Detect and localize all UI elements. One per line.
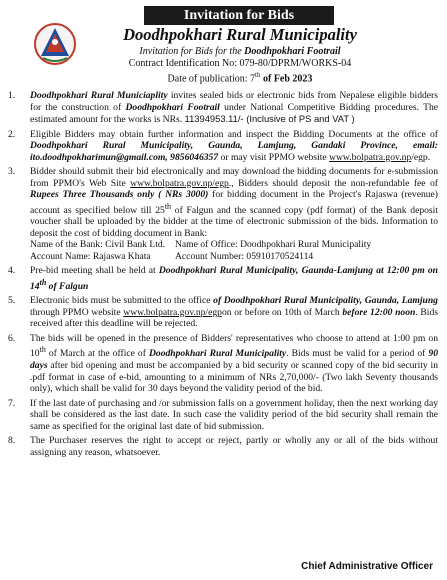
item-text bbox=[30, 166, 438, 262]
municipality-emblem-icon bbox=[33, 22, 77, 66]
text-run: 11394953.11/- (Inclusive of PS and VAT ) bbox=[184, 113, 355, 124]
text-run: 90 days bbox=[30, 348, 438, 372]
item-text bbox=[30, 265, 438, 292]
text-run: /egp. bbox=[411, 151, 431, 163]
text-run: of Doodhpokhari Rural Municipality, Gaunda, Lamjung bbox=[213, 295, 438, 307]
item-text bbox=[30, 333, 438, 395]
item-number: 6. bbox=[8, 332, 16, 344]
text-run: Doodhpokhari Rural Municipality, Gaunda-Lamjung at 12:00 pm on 14 bbox=[30, 265, 438, 292]
item-number: 3. bbox=[8, 166, 16, 177]
text-run: th bbox=[39, 277, 47, 287]
text-run: th bbox=[39, 345, 46, 355]
item-text: The Purchaser reserves the right to accept or reject, partly or wholly any or all of the bids without assigning any reason, whatsoever. bbox=[30, 435, 438, 458]
account-name: Account Name: Rajaswa Khata bbox=[30, 250, 151, 262]
text-run: . Bids received after this deadline will be rejected. bbox=[30, 306, 438, 330]
text-run: ., Bidders should deposit the non-refundable fee of bbox=[228, 177, 438, 189]
item-text bbox=[30, 129, 438, 164]
website-link[interactable]: www.bolpatra.gov.np/egp bbox=[130, 177, 229, 189]
office-name: Name of Office: Doodhpokhari Rural Municipality bbox=[175, 239, 372, 251]
item-number: 8. bbox=[8, 435, 16, 447]
text-run: after bid opening and must be accompanied by a bid security or scanned copy of the bid security in .pdf format in case of e-bid, amounting to a minimum of NRs 2,70,000/- (Two lakh Seventy thousands only), which shall be valid for 30 days beyond the validity period of the bid. bbox=[30, 360, 438, 395]
text-run: of Falgun bbox=[46, 280, 89, 292]
organization-name: Doodhpokhari Rural Municipality bbox=[123, 25, 357, 44]
text-run: Doodhpokhari Rural Municipality, Gaunda, Lamjung, Gandaki Province, email: ito.doodhpokharimun@gmail.com, 9856046357 bbox=[30, 140, 438, 163]
bank-info-row bbox=[30, 251, 438, 263]
item-number: 4. bbox=[8, 265, 16, 277]
signature-title: Chief Administrative Officer bbox=[301, 561, 433, 572]
item-number: 7. bbox=[8, 397, 16, 409]
item-number: 5. bbox=[8, 295, 16, 307]
text-run: under National Competitive Bidding procedures. The estimated amount for the works is NRs. bbox=[30, 101, 439, 125]
list-item bbox=[8, 398, 438, 433]
pub-date-suffix: th bbox=[255, 71, 261, 79]
item-number: 2. bbox=[8, 128, 16, 140]
bid-items-list bbox=[8, 90, 438, 461]
item-text bbox=[30, 90, 438, 126]
pub-date-prefix: Date of publication: 7 bbox=[167, 73, 256, 85]
text-run: Doodhpokhari Rural Municiaplity bbox=[30, 90, 168, 101]
text-run: through PPMO website bbox=[30, 306, 124, 318]
notice-banner: Invitation for Bids bbox=[144, 6, 334, 25]
subtitle-project: Doodhpokhari Footrail bbox=[244, 46, 341, 57]
text-run: th bbox=[164, 201, 172, 211]
bank-info-row bbox=[30, 239, 438, 251]
text-run: Electronic bids must be submitted to the office bbox=[30, 295, 214, 307]
text-run: Eligible Bidders may obtain further information and inspect the Bidding Documents at the office of bbox=[30, 128, 438, 140]
website-link[interactable]: www.bolpatra.gov.np bbox=[329, 151, 412, 163]
text-run: Rupees Three Thousands only ( NRs 3000) bbox=[30, 189, 209, 200]
item-text bbox=[30, 295, 438, 330]
list-item bbox=[8, 90, 438, 126]
text-run: of March at the office of bbox=[45, 348, 149, 360]
text-run: invites sealed bids or electronic bids from Nepalese eligible bidders for the construction of bbox=[30, 90, 438, 113]
item-text: If the last date of purchasing and /or submission falls on a government holiday, then the next working day shall be considered as the last date. In such case the validity period of the bid security shall remain the same as specified for the original last date of bid submission. bbox=[30, 397, 438, 432]
text-run: Pre-bid meeting shall be held at bbox=[30, 265, 159, 277]
account-number: Account Number: 05910170524114 bbox=[175, 250, 314, 262]
text-run: of Falgun and the scanned copy (pdf format) of the Bank deposit voucher shall be uploaded by the bidder at the time of electronic submission of the bids. Information to deposit the cost of bidding document in Bank: bbox=[30, 204, 438, 239]
text-run: Bidder should submit their bid electronically and may download the bidding documents for e-submission from PPMO's Web Site bbox=[30, 166, 438, 189]
text-run: or may visit PPMO website bbox=[218, 151, 330, 163]
text-run: for bidding document in the Project's Rajaswa (revenue) account as specified below till 25 bbox=[30, 189, 438, 216]
text-run: Doodhpokhari Rural Municipality bbox=[148, 348, 287, 360]
website-link[interactable]: www.bolpatra.gov.np/egp bbox=[123, 306, 222, 318]
subtitle-prefix: Invitation for Bids for the bbox=[139, 46, 245, 57]
item-number: 1. bbox=[8, 90, 16, 101]
list-item bbox=[8, 265, 438, 292]
list-item bbox=[8, 435, 438, 458]
text-run: . Bids must be valid for a period of bbox=[286, 348, 429, 360]
text-run: before 12:00 noon bbox=[342, 306, 416, 318]
pub-date-month: of Feb 2023 bbox=[260, 73, 313, 85]
contract-id: Contract Identification No: 079-80/DPRM/WORKS-04 bbox=[128, 58, 352, 69]
list-item bbox=[8, 129, 438, 164]
bank-name: Name of the Bank: Civil Bank Ltd. bbox=[30, 239, 166, 251]
text-run: The bids will be opened in the presence of Bidders' representatives who choose to attend at 1:00 pm on 10 bbox=[30, 332, 438, 360]
text-run: Doodhpokhari Footrail bbox=[125, 101, 220, 113]
text-run: on or before on 10th of March bbox=[221, 306, 343, 318]
list-item bbox=[8, 295, 438, 330]
publication-date bbox=[80, 71, 400, 84]
list-item bbox=[8, 333, 438, 395]
list-item bbox=[8, 166, 438, 262]
invitation-subtitle bbox=[80, 46, 400, 57]
